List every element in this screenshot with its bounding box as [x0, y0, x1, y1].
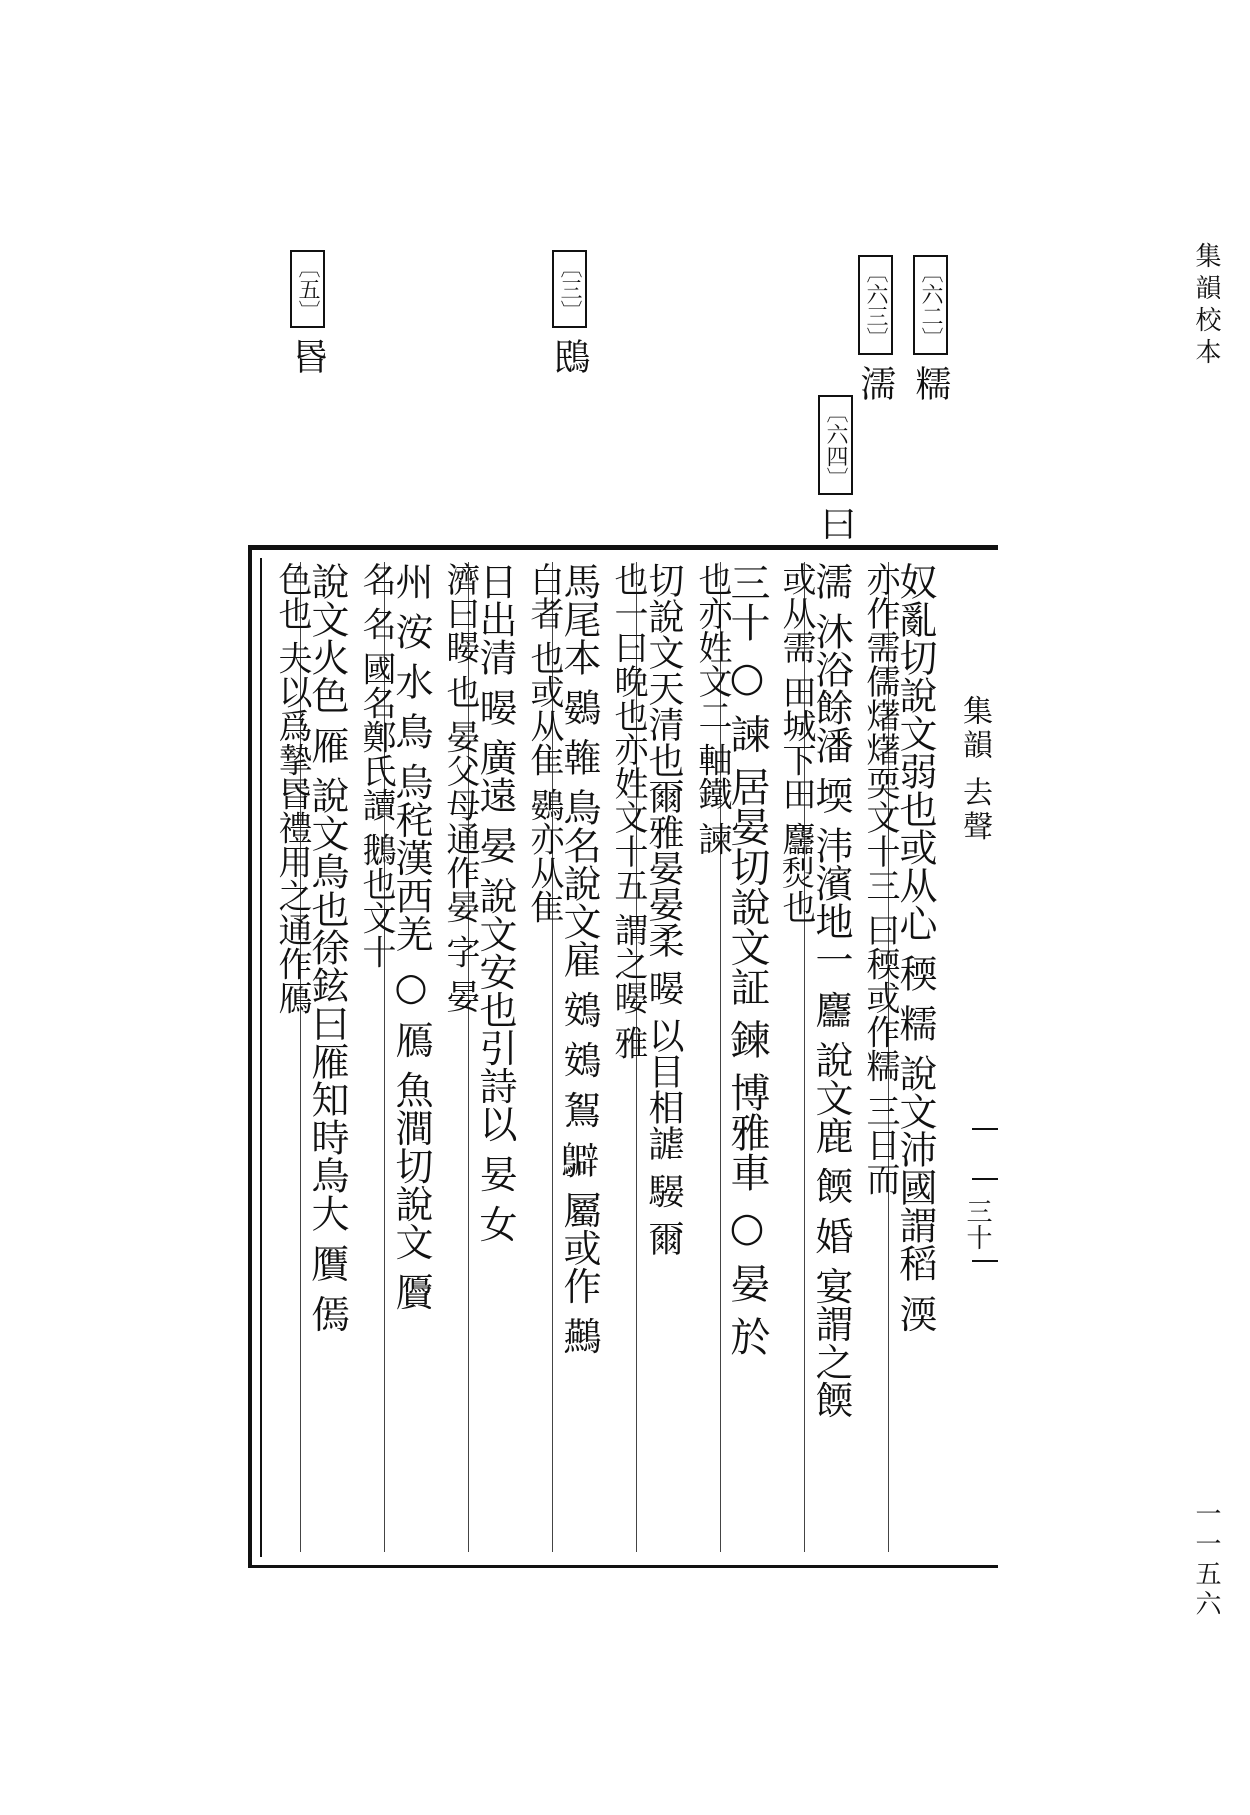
block-margin [957, 550, 998, 1565]
note-text: 糯 [910, 365, 951, 411]
page-number: 一一五六 [1191, 1500, 1221, 1620]
text-column: 奴亂切說文弱也或从心 稬 糯 說文沛國謂稻 渜 [888, 562, 941, 1552]
margin-title: 集韻 去聲 [957, 695, 992, 845]
text-column: 色也 夫以爲摯昬禮用之通作鴈 [272, 562, 312, 1015]
margin-leaf-number: 三十 [962, 1198, 992, 1250]
collation-note-63 [850, 255, 901, 411]
note-number: 〔五〕 [290, 250, 325, 328]
margin-rule [972, 1178, 998, 1180]
note-number: 〔六四〕 [818, 395, 853, 495]
collation-note-64 [810, 395, 861, 551]
text-column: 濟曰䁙 也 晏父母通作晏 字 晏 [440, 562, 480, 1014]
note-number: 〔三〕 [552, 250, 587, 328]
margin-rule [972, 1260, 998, 1262]
collation-note-62 [905, 255, 956, 411]
text-column: 切說文天清也爾雅晏晏柔 暥 以目相謔 騴 爾 [636, 562, 689, 1552]
text-column: 日出清 暥 廣遠 晏 說文安也引詩以 妟 女 [468, 562, 521, 1552]
text-column: 亦作需儒𤏸𤏸耎文十三 曰稬或作糯 三日而 [860, 562, 900, 1196]
note-text: 昬 [287, 338, 328, 384]
text-column: 也亦姓文二 軸鐵 諫 [692, 562, 732, 856]
margin-rule [972, 1128, 998, 1130]
note-number: 〔六二〕 [913, 255, 948, 355]
text-column: 也一曰晚也亦姓文十五 謂之暥 雅 [608, 562, 648, 1060]
note-number: 〔六三〕 [858, 255, 893, 355]
text-column: 或从需 田城下田 麢𤉌也 [776, 562, 816, 924]
text-column: 說文火色 雁 說文鳥也徐鉉曰雁知時鳥大 贋 傿 [300, 562, 353, 1552]
collation-note-3 [544, 250, 595, 384]
collation-note-5 [282, 250, 333, 384]
text-column: 州 洝 水 鳥 烏秺漢西羌 ○ 鴈 魚澗切說文 贗 [384, 562, 437, 1552]
book-title: 集韻校本 [1191, 242, 1221, 370]
text-column: 名 名 國名鄭氏讀 鵝也文十 [356, 562, 396, 969]
note-text: 濡 [855, 365, 896, 411]
woodblock-page [248, 545, 998, 1568]
text-column: 馬尾本 鷃 雗 鳥名說文雇 鴳 鴳 鴽 𪇊 屬或作 䴏 [552, 562, 605, 1552]
text-column: 白者 也或从隹 鷃亦从隹 [524, 562, 564, 924]
note-text: 鴖 [549, 338, 590, 384]
text-column: 濡 沐浴餘潘 堧 𣲗濱地一 麢 說文鹿 餪 婚 宴謂之餪 [804, 562, 857, 1552]
note-text: 曰 [815, 505, 856, 551]
text-column: 三十 ○ 諫 居晏切說文証 鍊 博雅車 ○ 晏 於 [720, 562, 773, 1552]
